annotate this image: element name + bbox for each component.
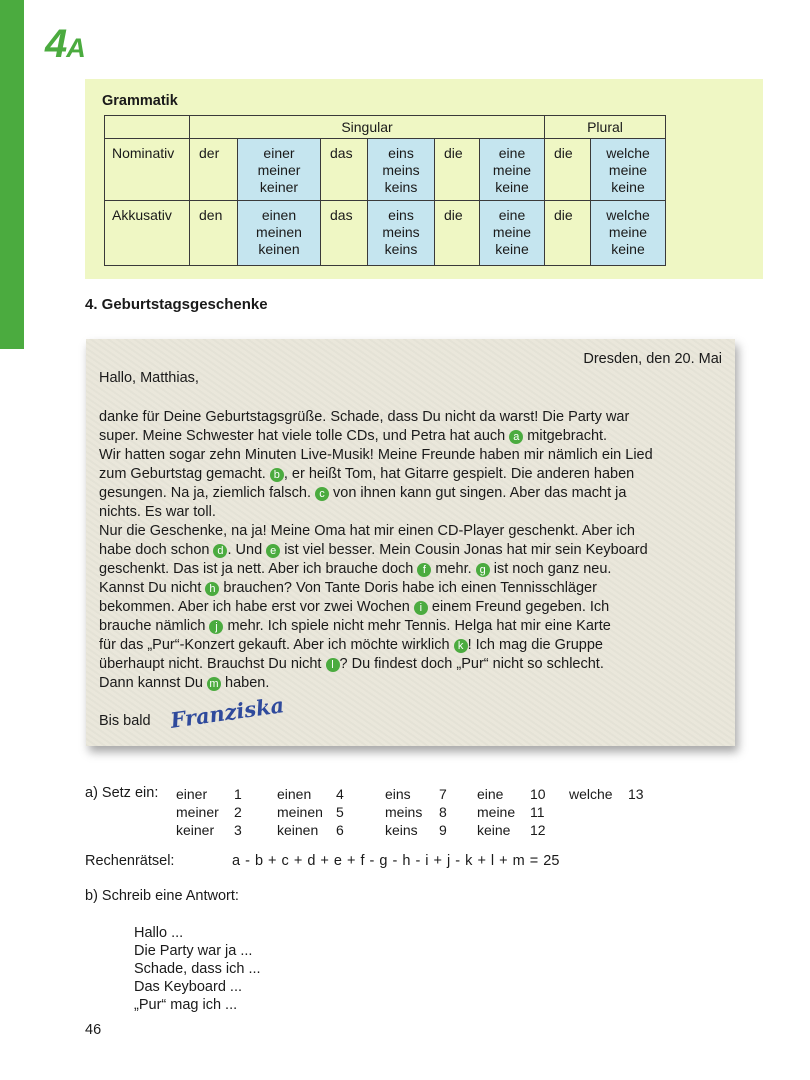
forms-cell: einer meiner keiner	[238, 139, 321, 201]
gap-marker-b: b	[270, 468, 284, 482]
forms-cell: welche meine keine	[591, 201, 666, 266]
letter-text: haben.	[221, 675, 270, 691]
word-bank-word: meinen	[277, 804, 323, 820]
letter-text: . Und	[227, 542, 267, 558]
prompt-line: Das Keyboard ...	[134, 979, 242, 995]
forms-cell: eine meine keine	[480, 139, 545, 201]
article-cell: das	[321, 139, 368, 201]
letter-text: brauchen? Von Tante Doris habe ich einen Tennisschläger bekommen. Aber ich habe erst vor zwei Wochen	[99, 580, 597, 615]
letter-text: ? Du findest doch „Pur“ nicht so schlecht. Dann kannst Du	[99, 656, 604, 691]
letter-body	[99, 408, 729, 693]
gap-marker-c: c	[315, 487, 329, 501]
gap-marker-a: a	[509, 430, 523, 444]
grammar-title: Grammatik	[102, 93, 178, 109]
letter-text: danke für Deine Geburtstagsgrüße. Schade, dass Du nicht da warst! Die Party war super. Meine Schwester hat viele tolle CDs, und Petra hat auch	[99, 409, 630, 444]
forms-cell: eine meine keine	[480, 201, 545, 266]
article-cell: die	[435, 201, 480, 266]
word-bank-number: 4	[336, 786, 344, 802]
word-bank-word: eins	[385, 786, 411, 802]
plural-header: Plural	[545, 116, 666, 139]
article-cell: der	[190, 139, 238, 201]
word-bank-number: 6	[336, 822, 344, 838]
word-bank-number: 9	[439, 822, 447, 838]
gap-marker-d: d	[213, 544, 227, 558]
part-a-label: a) Setz ein:	[85, 785, 159, 801]
letter-text: mehr. Ich spiele nicht mehr Tennis. Helga hat mir eine Karte für das „Pur“-Konzert gekauft. Aber ich möchte wirklich	[99, 618, 611, 653]
gap-marker-f: f	[417, 563, 431, 577]
letter-text: ist noch ganz neu. Kannst Du nicht	[99, 561, 612, 596]
article-cell: die	[435, 139, 480, 201]
forms-cell: welche meine keine	[591, 139, 666, 201]
gap-marker-m: m	[207, 677, 221, 691]
article-cell: die	[545, 139, 591, 201]
puzzle-label: Rechenrätsel:	[85, 853, 175, 869]
gap-marker-h: h	[205, 582, 219, 596]
word-bank-number: 10	[530, 786, 546, 802]
case-label: Akkusativ	[105, 201, 190, 266]
prompt-line: „Pur“ mag ich ...	[134, 997, 238, 1013]
article-cell: den	[190, 201, 238, 266]
word-bank-word: keine	[477, 822, 511, 838]
word-bank-number: 7	[439, 786, 447, 802]
article-cell: die	[545, 201, 591, 266]
letter-text: von ihnen kann gut singen. Aber das macht ja nichts. Es war toll. Nur die Geschenke, na ja! Meine Oma hat mir einen CD-Player geschenkt. Aber ich habe doch schon	[99, 485, 635, 558]
letter-text: einem Freund gegeben. Ich brauche nämlich	[99, 599, 610, 634]
answer-prompts	[134, 924, 261, 1014]
word-bank-word: eine	[477, 786, 504, 802]
word-bank-word: einen	[277, 786, 312, 802]
word-bank-number: 11	[530, 804, 545, 820]
letter-text: mehr.	[431, 561, 476, 577]
word-bank-word: meiner	[176, 804, 219, 820]
word-bank-number: 12	[530, 822, 546, 838]
forms-cell: eins meins keins	[368, 139, 435, 201]
letter-date: Dresden, den 20. Mai	[583, 351, 722, 367]
word-bank-number: 5	[336, 804, 344, 820]
gap-marker-i: i	[414, 601, 428, 615]
word-bank-number: 13	[628, 786, 644, 802]
chapter-color-bar	[0, 0, 24, 349]
word-bank-word: keinen	[277, 822, 319, 838]
part-b-label: b) Schreib eine Antwort:	[85, 888, 239, 904]
exercise-heading: 4. Geburtstagsgeschenke	[85, 296, 268, 313]
word-bank-word: einer	[176, 786, 208, 802]
grammar-box	[85, 79, 763, 279]
word-bank-word: keins	[385, 822, 418, 838]
gap-marker-l: l	[326, 658, 340, 672]
page-number: 46	[85, 1022, 102, 1038]
word-bank-number: 1	[234, 786, 242, 802]
letter-signature: Franziska	[168, 692, 286, 733]
gap-marker-k: k	[454, 639, 468, 653]
letter-text: ! Ich mag die Gruppe überhaupt nicht. Brauchst Du nicht	[99, 637, 604, 672]
article-cell: das	[321, 201, 368, 266]
word-bank-number: 2	[234, 804, 242, 820]
singular-header: Singular	[190, 116, 545, 139]
word-bank-word: welche	[569, 786, 613, 802]
letter-card	[86, 339, 735, 746]
word-bank-word: keiner	[176, 822, 215, 838]
table-corner-cell	[105, 116, 190, 139]
word-bank-word: meine	[477, 804, 516, 820]
letter-text: , er heißt Tom, hat Gitarre gespielt. Die anderen haben gesungen. Na ja, ziemlich falsch.	[99, 466, 635, 501]
prompt-line: Schade, dass ich ...	[134, 961, 261, 977]
word-bank-number: 8	[439, 804, 447, 820]
gap-marker-j: j	[209, 620, 223, 634]
letter-greeting: Hallo, Matthias,	[99, 370, 199, 386]
grammar-table	[104, 115, 666, 266]
forms-cell: einen meinen keinen	[238, 201, 321, 266]
letter-text: mitgebracht. Wir hatten sogar zehn Minuten Live-Musik! Meine Freunde haben mir nämlich ein Lied zum Geburtstag gemacht.	[99, 428, 653, 482]
prompt-line: Hallo ...	[134, 925, 184, 941]
word-bank-word: meins	[385, 804, 423, 820]
word-bank-number: 3	[234, 822, 242, 838]
letter-signoff: Bis bald	[99, 713, 151, 729]
gap-marker-e: e	[266, 544, 280, 558]
gap-marker-g: g	[476, 563, 490, 577]
forms-cell: eins meins keins	[368, 201, 435, 266]
unit-label: 4A	[45, 22, 85, 66]
letter-text: ist viel besser. Mein Cousin Jonas hat mir sein Keyboard geschenkt. Das ist ja nett. Aber ich brauche doch	[99, 542, 648, 577]
puzzle-formula: a - b + c + d + e + f - g - h - i + j - k + l + m = 25	[232, 853, 560, 869]
prompt-line: Die Party war ja ...	[134, 943, 253, 959]
case-label: Nominativ	[105, 139, 190, 201]
